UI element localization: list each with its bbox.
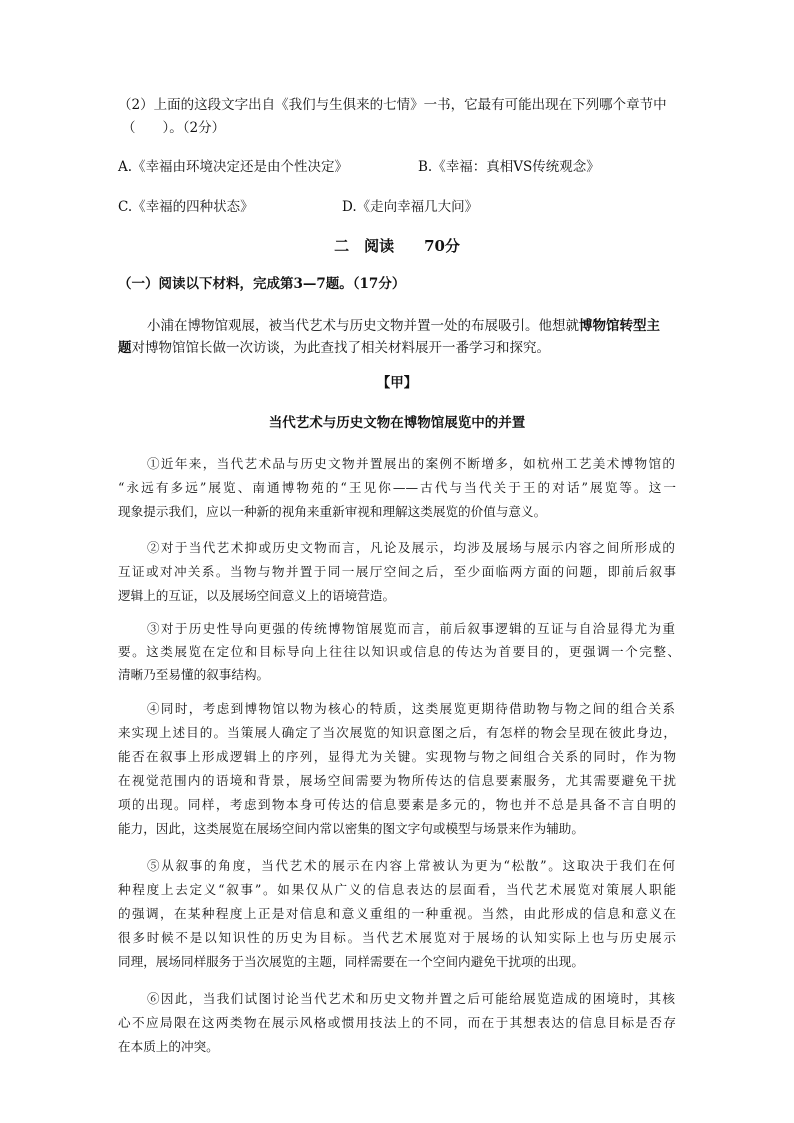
paragraph-3-line: 清晰乃至易懂的叙事结构。 <box>118 667 270 682</box>
paragraph-4-line: ④同时，考虑到博物馆以物为核心的特质，这类展览更期待借助物与物之间的组合关系 <box>147 701 675 716</box>
paragraph-1-line: ①近年来，当代艺术品与历史文物并置展出的案例不断增多，如杭州工艺美术博物馆的 <box>147 456 675 471</box>
option-d: D.《走向幸福几大问》 <box>342 199 479 215</box>
paragraph-4-line: 来实现上述目的。当策展人确定了当次展览的知识意图之后，有怎样的物会呈现在彼此身边， <box>118 725 676 740</box>
paragraph-4-line: 能否在叙事上形成逻辑上的序列，显得尤为关键。实现物与物之间组合关系的同时，作为物 <box>118 749 676 764</box>
paragraph-5-line: 种程度上去定义“叙事”。如果仅从广义的信息表达的层面看，当代艺术展览对策展人职能 <box>118 882 676 897</box>
sub-heading: （一）阅读以下材料，完成第3—7题。（17分） <box>118 276 406 292</box>
intro-bold-text: 博物馆转型主 <box>579 318 660 334</box>
article-label: 【甲】 <box>376 375 418 391</box>
paragraph-3-line: 要。这类展览在定位和目标导向上往往以知识或信息的传达为首要目的，更强调一个完整、 <box>118 644 680 659</box>
paragraph-2-line: ②对于当代艺术抑或历史文物而言，凡论及展示，均涉及展场与展示内容之间所形成的 <box>147 540 675 555</box>
paragraph-6-line: 心不应局限在这两类物在展示风格或惯用技法上的不同，而在于其想表达的信息目标是否存 <box>118 1015 676 1030</box>
paragraph-2-line: 互证或对冲关系。当物与物并置于同一展厅空间之后，至少面临两方面的问题，即前后叙事 <box>118 564 676 579</box>
question-2-line-1: （2）上面的这段文字出自《我们与生俱来的七情》一书，它最有可能出现在下列哪个章节中 <box>118 97 667 113</box>
paragraph-2-line: 逻辑上的互证，以及展场空间意义上的语境营造。 <box>118 588 396 603</box>
paragraph-4-line: 能力，因此，这类展览在展场空间内常以密集的图文字句或模型与场景来作为辅助。 <box>118 821 584 836</box>
section-title: 二 阅读 70分 <box>334 237 460 255</box>
intro-line-1 <box>147 316 660 336</box>
article-title: 当代艺术与历史文物在博物馆展览中的并置 <box>268 415 526 431</box>
paragraph-3-line: ③对于历史性导向更强的传统博物馆展览而言，前后叙事逻辑的互证与自洽显得尤为重 <box>147 621 675 636</box>
paragraph-5-line: 的强调，在某种程度上正是对信息和意义重组的一种重视。当然，由此形成的信息和意义在 <box>118 906 676 921</box>
paragraph-6-line: 在本质上的冲突。 <box>118 1039 219 1054</box>
intro-line-2 <box>118 338 550 358</box>
paragraph-4-line: 项的出现。同样，考虑到物本身可传达的信息要素是多元的，物也并不总是具备不言自明的 <box>118 797 676 812</box>
option-c: C.《幸福的四种状态》 <box>118 199 254 215</box>
intro-text: 对博物馆馆长做一次访谈，为此查找了相关材料展开一番学习和探究。 <box>131 340 550 356</box>
option-a: A.《幸福由环境决定还是由个性决定》 <box>118 159 349 175</box>
question-2-line-2: （ ）。（2分） <box>122 120 226 136</box>
paragraph-5-line: ⑤从叙事的角度，当代艺术的展示在内容上常被认为更为“松散”。这取决于我们在何 <box>147 858 675 873</box>
paragraph-1-line: “永远有多远”展览、南通博物苑的“王见你——古代与当代关于王的对话”展览等。这一 <box>118 480 676 495</box>
paragraph-4-line: 在视觉范围内的语境和背景，展场空间需要为物所传达的信息要素服务，尤其需要避免干扰 <box>118 773 676 788</box>
intro-bold-text: 题 <box>118 340 132 356</box>
option-b: B.《幸福：真相VS传统观念》 <box>418 159 600 175</box>
paragraph-6-line: ⑥因此，当我们试图讨论当代艺术和历史文物并置之后可能给展览造成的困境时，其核 <box>147 991 675 1006</box>
intro-text: 小浦在博物馆观展，被当代艺术与历史文物并置一处的布展吸引。他想就 <box>147 318 579 334</box>
paragraph-5-line: 很多时候不是以知识性的历史为目标。当代艺术展览对于展场的认知实际上也与历史展示 <box>118 930 676 945</box>
paragraph-5-line: 同理，展场同样服务于当次展览的主题，同样需要在一个空间内避免干扰项的出现。 <box>118 954 584 969</box>
paragraph-1-line: 现象提示我们，应以一种新的视角来重新审视和理解这类展览的价值与意义。 <box>118 504 547 519</box>
